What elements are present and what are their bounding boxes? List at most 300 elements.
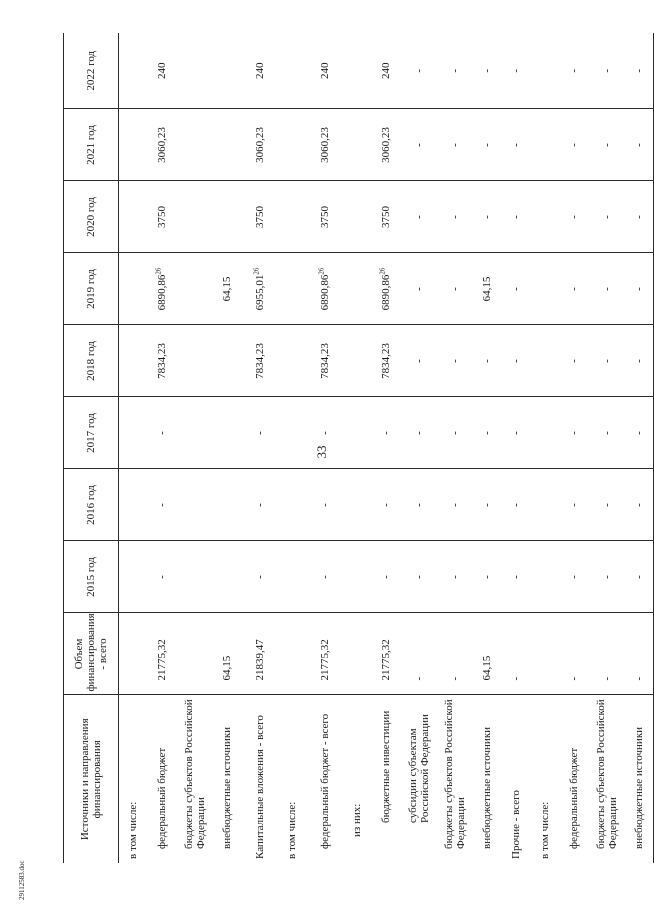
table-cell [278,109,307,181]
table-cell [148,469,177,541]
table-cell [148,181,177,253]
table-cell [560,253,589,325]
cell-value: 240 [253,62,266,79]
cell-value: - [600,676,613,681]
cell-value: 3750 [253,206,266,228]
table-cell [502,253,531,325]
table-cell [372,325,401,397]
footnote-marker: 26 [316,267,325,275]
cell-value: - [448,68,461,73]
cell-value: 3060,23 [380,127,392,163]
cell-value: 21775,32 [156,639,168,681]
table-cell [372,109,401,181]
row-label: Прочие - всего [510,790,522,859]
cell-value: - [632,359,645,363]
cell-value: - [632,143,645,147]
cell-value: - [600,287,613,291]
row-label: бюджеты субъектов Российской Федерации [594,699,619,849]
table-cell [213,33,242,109]
table-cell [531,33,560,109]
table-cell [213,181,242,253]
cell-value: - [448,287,461,291]
table-cell [401,325,437,397]
table-cell [401,469,437,541]
table-cell [401,109,437,181]
table-cell [242,325,278,397]
table-cell [278,33,307,109]
table-cell [177,469,213,541]
row-label: бюджеты субъектов Российской Федерации [182,699,207,849]
cell-value: - [412,431,425,435]
table-cell [278,325,307,397]
table-cell [473,109,502,181]
cell-value: - [568,575,580,579]
row-label: бюджетные инвестиции [380,710,392,823]
cell-value: - [600,359,613,363]
table-cell [213,253,242,325]
cell-value: 64,15 [221,276,233,302]
table-cell [401,541,437,613]
table-cell [625,325,654,397]
table-row [401,33,437,863]
table-cell [242,397,278,469]
table-cell [148,325,177,397]
table-cell [531,613,560,695]
table-cell [502,397,531,469]
cell-value: - [510,431,522,435]
cell-value: 6890,86 [318,274,331,311]
table-cell [307,613,343,695]
cell-value: - [412,359,425,363]
cell-value: - [510,143,522,147]
table-row [372,33,401,863]
table-cell [372,397,401,469]
cell-value: - [510,287,522,291]
table-cell [213,325,242,397]
table-cell [119,325,148,397]
table-cell [119,541,148,613]
row-label: субсидии субъектам Российской Федерации [406,714,431,823]
table-cell [437,613,473,695]
table-row [213,33,242,863]
table-cell [531,253,560,325]
table-cell [278,181,307,253]
column-header: 2021 год [64,109,119,181]
page-number: 33 [314,445,329,459]
table-cell [473,33,502,109]
table-cell [531,541,560,613]
footnote-marker: 26 [251,267,260,275]
table-cell [213,469,242,541]
table-row [148,33,177,863]
cell-value: - [568,215,580,219]
table-cell [560,469,589,541]
cell-value: - [510,359,522,363]
table-cell [343,397,372,469]
cell-value: - [318,431,331,435]
cell-value: - [632,676,645,681]
cell-value: - [412,503,425,507]
cell-value: - [510,676,522,681]
table-cell [307,541,343,613]
table-cell [401,613,437,695]
column-header: 2017 год [64,397,119,469]
cell-value: - [448,431,461,435]
column-header: 2015 год [64,541,119,613]
cell-value: - [632,68,645,73]
table-cell [625,613,654,695]
table-cell [531,109,560,181]
footnote-marker: 26 [154,267,163,275]
table-cell [148,541,177,613]
cell-value: - [568,676,580,681]
row-label: внебюджетные источники [221,726,233,849]
footnote-marker: 26 [378,267,387,275]
table-cell [625,253,654,325]
table-cell [560,181,589,253]
cell-value: - [448,676,461,681]
table-cell [502,181,531,253]
table-cell [473,181,502,253]
table-row [560,33,589,863]
financing-table [63,33,654,863]
table-cell [119,469,148,541]
cell-value: 6890,86 [380,274,392,311]
table-cell [177,253,213,325]
table-cell [119,109,148,181]
table-cell [343,109,372,181]
table-cell [242,181,278,253]
table-row [531,33,560,863]
table-cell [242,469,278,541]
cell-value: - [412,676,425,681]
table-cell [372,181,401,253]
table-cell [148,109,177,181]
table-cell [307,325,343,397]
table-cell [307,253,343,325]
table-row [589,33,625,863]
cell-value: - [318,575,331,579]
table-cell [437,397,473,469]
cell-value: - [253,431,266,435]
table-cell [531,397,560,469]
table-cell [560,109,589,181]
table-cell [502,33,531,109]
column-header: Объем финансирования - всего [64,613,119,695]
cell-value: 3750 [380,206,392,228]
cell-value: - [380,431,392,435]
table-cell [437,253,473,325]
cell-value: - [568,359,580,363]
cell-value: - [632,503,645,507]
table-cell [589,253,625,325]
table-cell [625,181,654,253]
table-row [307,33,343,863]
table-cell [560,397,589,469]
table-cell [531,325,560,397]
row-label: в том числе: [127,801,140,859]
cell-value: - [448,359,461,363]
cell-value: - [481,503,493,507]
cell-value: - [448,215,461,219]
table-row [502,33,531,863]
table-cell [473,325,502,397]
row-label: в том числе: [286,801,298,859]
cell-value: - [568,287,580,291]
cell-value: 7834,23 [156,343,168,379]
table-cell [502,541,531,613]
cell-value: - [632,215,645,219]
table-cell [242,541,278,613]
row-label: федеральный бюджет - всего [318,713,331,849]
table-cell [213,613,242,695]
column-header: 2018 год [64,325,119,397]
table-cell [437,181,473,253]
table-cell [372,541,401,613]
table-cell [307,397,343,469]
table-cell [589,325,625,397]
table-cell [401,33,437,109]
cell-value: - [481,215,493,219]
table-cell [589,181,625,253]
cell-value: - [412,215,425,219]
table-cell [502,109,531,181]
table-row [473,33,502,863]
cell-value: - [510,503,522,507]
table-cell [560,613,589,695]
table-cell [278,397,307,469]
cell-value: 3060,23 [156,127,168,163]
financing-table-wrapper [63,33,645,863]
table-cell [473,253,502,325]
table-cell [372,33,401,109]
cell-value: - [481,68,493,73]
row-label: внебюджетные источники [625,695,654,863]
cell-value: 64,15 [481,655,493,681]
table-cell [437,109,473,181]
table-row [343,33,372,863]
cell-value: - [632,431,645,435]
table-body [119,33,654,863]
table-cell [119,253,148,325]
table-header-row [64,33,119,863]
cell-value: 64,15 [481,276,493,302]
table-row [437,33,473,863]
table-cell [589,397,625,469]
table-cell [278,469,307,541]
table-cell [625,109,654,181]
cell-value: - [481,575,493,579]
row-label: бюджеты субъектов Российской Федерации [442,699,467,849]
row-label: Капитальные вложения - всего [253,715,266,859]
table-cell [589,33,625,109]
cell-value: - [448,503,461,507]
table-cell [560,325,589,397]
cell-value: - [632,575,645,579]
cell-value: 3060,23 [318,127,331,163]
table-row [242,33,278,863]
table-cell [531,181,560,253]
row-label: федеральный бюджет [568,747,580,849]
cell-value: 3750 [156,206,168,228]
table-cell [278,253,307,325]
table-cell [473,397,502,469]
column-header: 2020 год [64,181,119,253]
cell-value: 240 [380,62,392,79]
table-cell [213,541,242,613]
table-cell [625,397,654,469]
table-cell [148,33,177,109]
table-cell [177,613,213,695]
cell-value: - [481,359,493,363]
cell-value: - [412,575,425,579]
cell-value: 240 [318,62,331,79]
cell-value: 7834,23 [253,343,266,379]
cell-value: 64,15 [221,655,233,681]
cell-value: - [600,431,613,435]
cell-value: - [412,287,425,291]
table-cell [372,253,401,325]
table-cell [589,109,625,181]
cell-value: - [632,287,645,291]
table-cell [148,613,177,695]
table-cell [343,253,372,325]
row-label: внебюджетные источники [481,726,493,849]
table-cell [177,325,213,397]
footer-file-name: 29112583.doc [18,860,26,900]
table-cell [343,469,372,541]
cell-value: - [253,503,266,507]
table-cell [148,397,177,469]
table-cell [437,541,473,613]
row-label: федеральный бюджет [156,747,168,849]
table-cell [401,253,437,325]
table-cell [502,325,531,397]
table-cell [307,469,343,541]
table-cell [177,541,213,613]
table-cell [502,469,531,541]
table-cell [437,469,473,541]
table-cell [213,397,242,469]
cell-value: - [380,503,392,507]
column-header: 2016 год [64,469,119,541]
cell-value: - [156,431,168,435]
cell-value: - [600,503,613,507]
table-cell [278,541,307,613]
cell-value: - [448,575,461,579]
table-cell [242,613,278,695]
cell-value: - [412,68,425,73]
table-cell [401,397,437,469]
table-cell [589,469,625,541]
cell-value: 6890,86 [156,274,168,311]
cell-value: - [600,143,613,147]
cell-value: 7834,23 [318,343,331,379]
cell-value: 3750 [318,206,331,228]
table-cell [437,325,473,397]
table-cell [343,33,372,109]
row-label: в том числе: [539,801,551,859]
table-cell [625,541,654,613]
cell-value: - [380,575,392,579]
table-cell [242,33,278,109]
table-cell [177,397,213,469]
table-cell [401,181,437,253]
table-cell [119,181,148,253]
row-label: из них: [351,803,363,837]
cell-value: - [156,575,168,579]
cell-value: - [568,68,580,73]
column-header: 2019 год [64,253,119,325]
table-cell [625,33,654,109]
table-cell [177,109,213,181]
table-cell [278,613,307,695]
cell-value: - [600,575,613,579]
table-cell [473,613,502,695]
cell-value: - [448,143,461,147]
table-cell [589,541,625,613]
cell-value: - [156,503,168,507]
column-header: Источники и направления финансирования [64,695,119,863]
table-cell [119,33,148,109]
cell-value: - [568,431,580,435]
table-row [119,33,148,863]
table-cell [307,109,343,181]
table-cell [119,613,148,695]
table-cell [343,181,372,253]
cell-value: - [412,143,425,147]
table-cell [473,541,502,613]
cell-value: 6955,01 [253,274,266,311]
cell-value: - [600,215,613,219]
cell-value: - [568,143,580,147]
cell-value: - [600,68,613,73]
table-cell [307,33,343,109]
cell-value: 7834,23 [380,343,392,379]
table-cell [625,469,654,541]
cell-value: - [510,575,522,579]
table-cell [560,541,589,613]
cell-value: - [481,143,493,147]
table-cell [213,109,242,181]
cell-value: - [510,68,522,73]
table-cell [589,613,625,695]
cell-value: 21775,32 [380,639,392,681]
cell-value: 3060,23 [253,127,266,163]
table-cell [177,181,213,253]
table-cell [372,469,401,541]
cell-value: 240 [156,62,168,79]
table-row [278,33,307,863]
cell-value: - [568,503,580,507]
table-cell [307,181,343,253]
cell-value: - [510,215,522,219]
table-cell [343,613,372,695]
table-cell [343,325,372,397]
column-header: 2022 год [64,33,119,109]
table-cell [531,469,560,541]
table-cell [437,33,473,109]
table-cell [502,613,531,695]
cell-value: 21775,32 [318,639,331,681]
table-row [177,33,213,863]
cell-value: 21839,47 [253,639,266,681]
cell-value: - [481,431,493,435]
table-cell [473,469,502,541]
table-cell [242,253,278,325]
cell-value: - [253,575,266,579]
table-row [625,33,654,863]
